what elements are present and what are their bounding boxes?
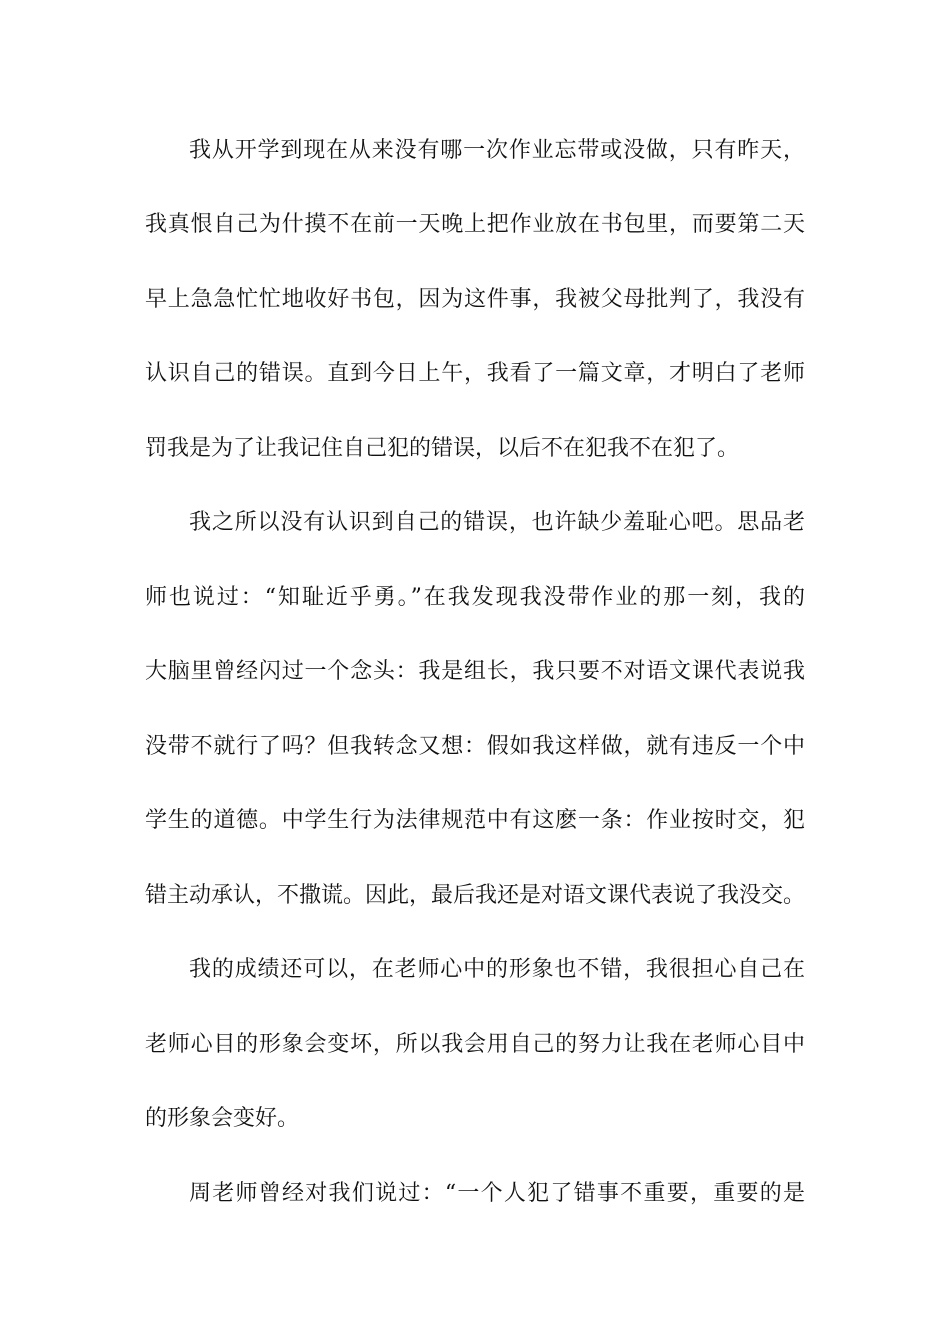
paragraph-1-line-1: 我从开学到现在从来没有哪一次作业忘带或没做，只有昨天， xyxy=(189,138,805,163)
paragraph-2-line-4: 没带不就行了吗？但我转念又想：假如我这样做，就有违反一个中 xyxy=(145,734,805,759)
paragraph-2-line-2: 师也说过：“知耻近乎勇。”在我发现我没带作业的那一刻，我的 xyxy=(145,585,805,610)
paragraph-1-line-2: 我真恨自己为什摸不在前一天晚上把作业放在书包里，而要第二天 xyxy=(145,212,805,237)
paragraph-3-line-2: 老师心目的形象会变坏，所以我会用自己的努力让我在老师心目中 xyxy=(145,1032,805,1057)
paragraph-2-line-3: 大脑里曾经闪过一个念头：我是组长，我只要不对语文课代表说我 xyxy=(145,659,805,684)
paragraph-1-line-5: 罚我是为了让我记住自己犯的错误，以后不在犯我不在犯了。 xyxy=(145,436,740,461)
paragraph-3-line-1: 我的成绩还可以，在老师心中的形象也不错，我很担心自己在 xyxy=(189,957,805,982)
paragraph-2-line-6: 错主动承认，不撒谎。因此，最后我还是对语文课代表说了我没交。 xyxy=(145,883,806,908)
paragraph-2-line-5: 学生的道德。中学生行为法律规范中有这麽一条：作业按时交，犯 xyxy=(145,808,805,833)
paragraph-1-line-3: 早上急急忙忙地收好书包，因为这件事，我被父母批判了，我没有 xyxy=(145,287,805,312)
paragraph-1-line-4: 认识自己的错误。直到今日上午，我看了一篇文章，才明白了老师 xyxy=(145,361,805,386)
paragraph-4-line-1: 周老师曾经对我们说过：“一个人犯了错事不重要，重要的是 xyxy=(189,1181,805,1206)
paragraph-2-line-1: 我之所以没有认识到自己的错误，也许缺少羞耻心吧。思品老 xyxy=(189,510,805,535)
paragraph-3-line-3: 的形象会变好。 xyxy=(145,1106,300,1131)
